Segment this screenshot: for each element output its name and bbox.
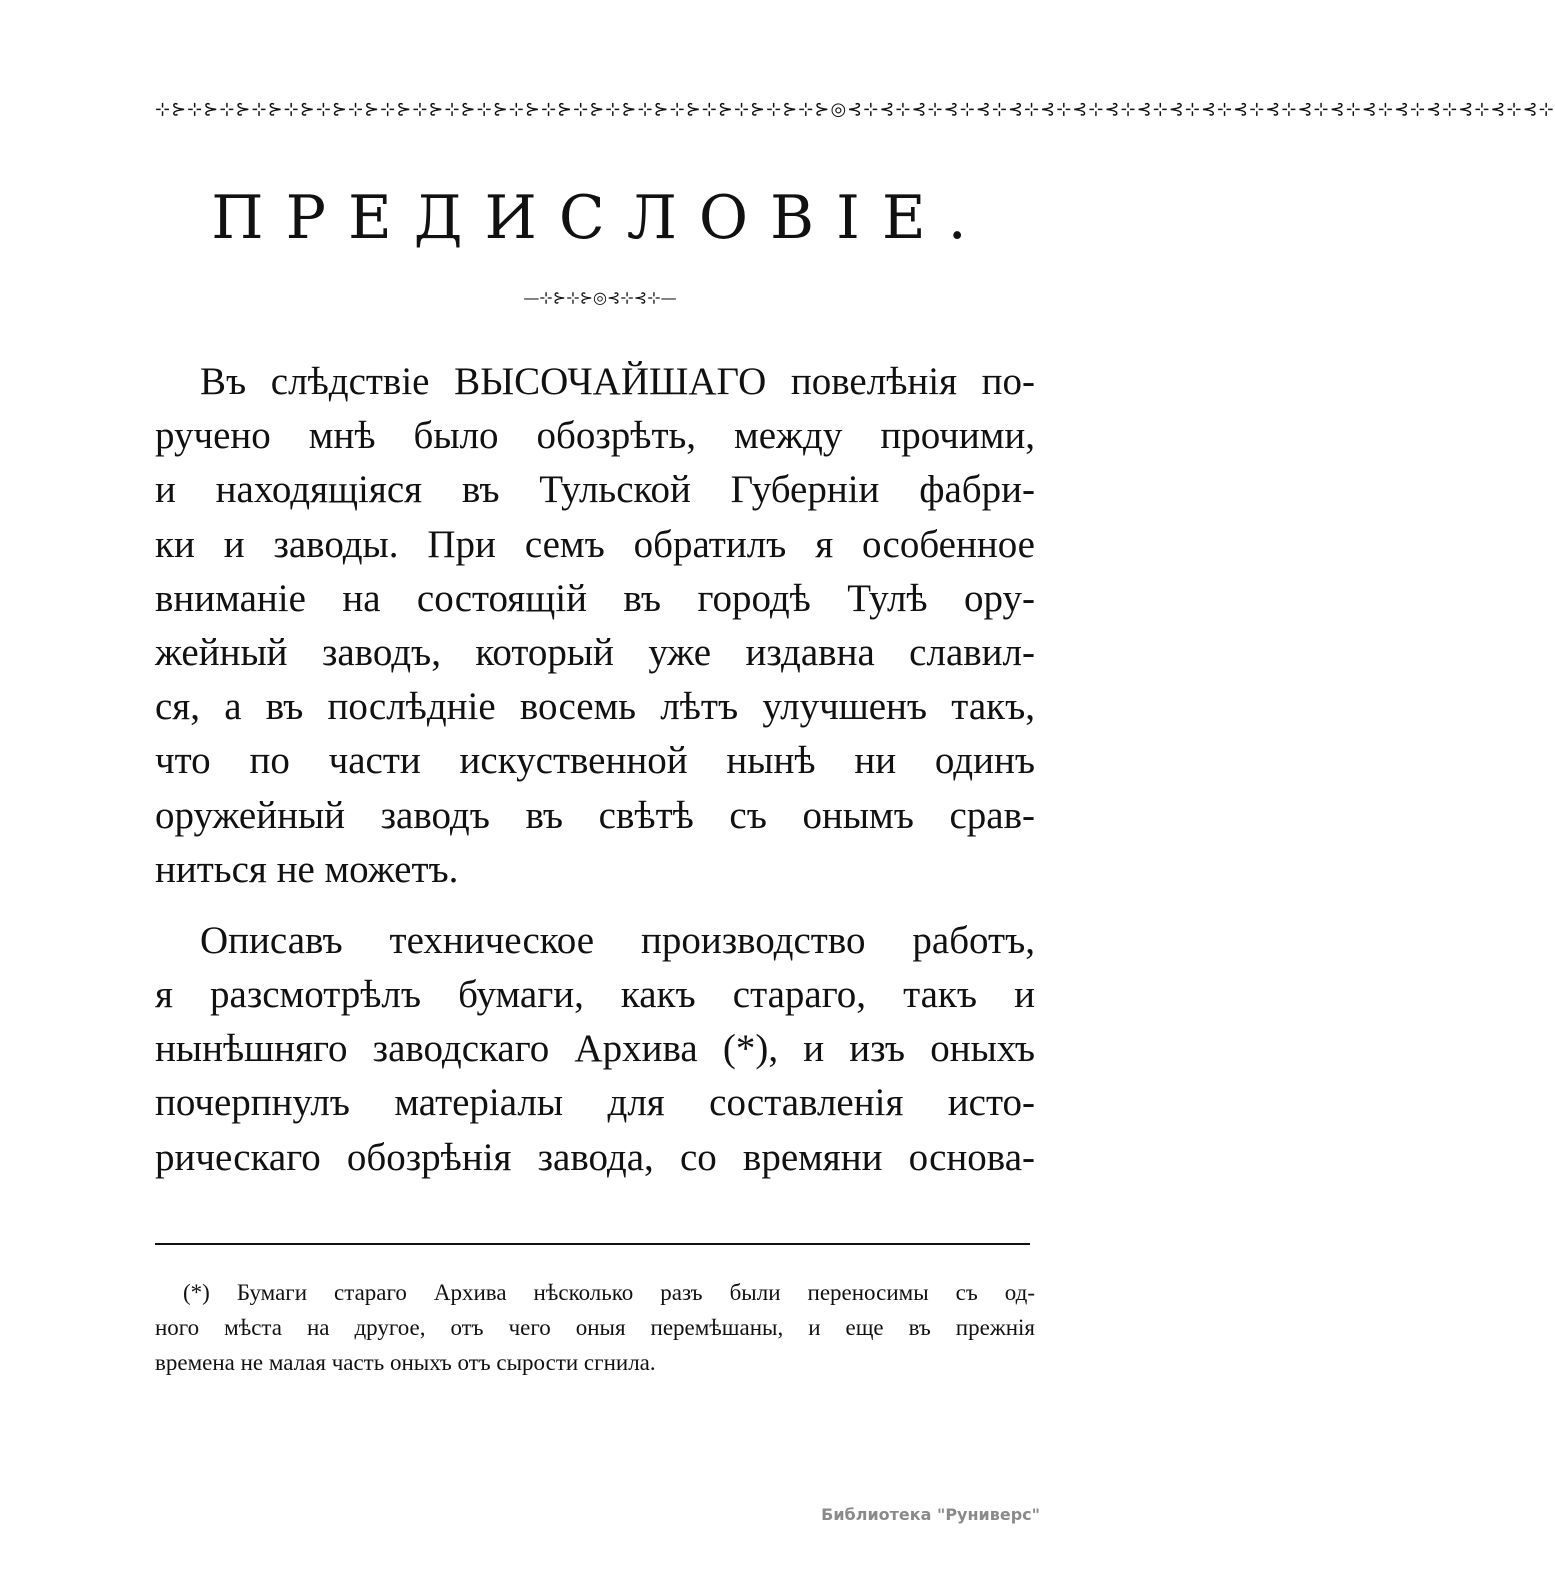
title-ornament: —⊹⊱⊹⊱◎⊰⊹⊰⊹— [523,288,677,307]
paragraph-1 [155,355,1035,897]
paragraph-2 [155,914,1035,1185]
footnote-line: времена не малая часть оныхъ отъ сырости сгнила. [155,1350,656,1375]
text-line: что по части искуственной нынѣ ни одинъ [155,739,1035,783]
text-line: ниться не можетъ. [155,847,459,891]
text-line: ся, а въ послѣдніе восемь лѣтъ улучшенъ такъ, [155,685,1035,729]
text-line: ручено мнѣ было обозрѣть, между прочими, [155,414,1035,458]
text-line: вниманіе на состоящій въ городѣ Тулѣ ору- [155,576,1035,620]
text-line: и находящіяся въ Тульской Губерніи фабри- [155,468,1035,512]
text-line: оружейный заводъ въ свѣтѣ съ онымъ срав- [155,793,1035,837]
top-ornament-border: ⊹⊱⊹⊱⊹⊱⊹⊱⊹⊱⊹⊱⊹⊱⊹⊱⊹⊱⊹⊱⊹⊱⊹⊱⊹⊱⊹⊱⊹⊱⊹⊱⊹⊱⊹⊱⊹⊱⊹⊱⊹⊱◎⊰⊹⊰⊹⊰⊹⊰⊹⊰⊹⊰⊹⊰⊹⊰⊹⊰⊹⊰⊹⊰⊹⊰⊹⊰⊹⊰⊹⊰⊹⊰⊹⊰⊹⊰⊹⊰⊹⊰⊹⊰⊹⊰⊹ [155,99,1555,120]
footnote-divider [155,1243,1030,1245]
text-line: я разсмотрѣлъ бумаги, какъ стараго, такъ и [155,973,1035,1017]
page-title: ПРЕДИСЛОВІЕ. [211,183,989,253]
text-line: рическаго обозрѣнія завода, со времяни основа- [155,1135,1035,1179]
text-line: Въ слѣдствіе ВЫСОЧАЙШАГО повелѣнія по- [200,360,1035,403]
text-line: нынѣшняго заводскаго Архива (*), и изъ оныхъ [155,1027,1035,1071]
text-line: жейный заводъ, который уже издавна славил- [155,630,1035,674]
footnote-line: ного мѣста на другое, отъ чего оныя перемѣшаны, и еще въ прежнія [155,1315,1035,1340]
library-watermark: Библиотека "Руниверс" [821,1505,1040,1524]
text-line: почерпнулъ матеріалы для составленія исто- [155,1081,1035,1125]
text-line: Описавъ техническое производство работъ, [200,918,1035,962]
text-line: ки и заводы. При семъ обратилъ я особенное [155,522,1035,566]
footnote [155,1275,1035,1380]
body-text [155,355,1035,1185]
paragraph-gap [155,897,1035,914]
footnote-line: (*) Бумаги стараго Архива нѣсколько разъ были переносимы съ од- [183,1280,1035,1305]
